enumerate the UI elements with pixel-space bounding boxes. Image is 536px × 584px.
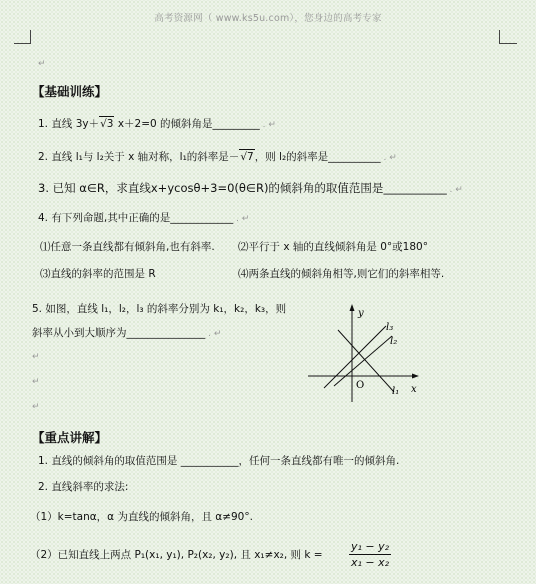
q3-blank: ___________: [383, 181, 447, 195]
q4-option-4: ⑷两条直线的倾斜角相等,则它们的斜率相等.: [238, 268, 445, 280]
q4-option-2: ⑵平行于 x 轴的直线倾斜角是 0°或180°: [238, 241, 428, 253]
paragraph-mark: ↵: [32, 402, 40, 412]
key-point-4: （2）已知直线上两点 P₁(x₁, y₁), P₂(x₂, y₂), 且 x₁≠x₂, 则 k =: [30, 549, 323, 561]
q5-blank: _______________: [126, 327, 206, 339]
line-l3: [324, 326, 386, 388]
question-2: 2. 直线 l₁与 l₂关于 x 轴对称，l₁的斜率是－√7，则 l₂的斜率是__________ . ↵: [38, 151, 397, 163]
paragraph-mark: ↵: [32, 352, 40, 362]
sqrt-7: √7: [240, 151, 254, 163]
key-point-2: 2. 直线斜率的求法:: [38, 481, 129, 493]
line-l2: [334, 336, 392, 386]
crop-mark-right-h: [499, 43, 517, 44]
question-1: 1. 直线 3y＋√3 x＋2=0 的倾斜角是_________ . ↵: [38, 118, 276, 130]
line-l1: [338, 330, 394, 392]
x-axis-label: x: [411, 384, 417, 395]
y-axis-label: y: [358, 308, 364, 319]
question-5-line-1: 5. 如图，直线 l₁，l₂，l₃ 的斜率分别为 k₁，k₂，k₃，则: [32, 303, 287, 315]
section-basic-training: 【基础训练】: [32, 84, 108, 99]
q4-stem: 4. 有下列命题,其中正确的是: [38, 212, 171, 224]
y-axis-arrow: [350, 304, 355, 311]
label-l2: l₂: [390, 336, 398, 347]
q3-text: 3. 已知 α∈R，求直线x+ycosθ+3=0(θ∈R)的倾斜角的取值范围是: [38, 181, 384, 195]
label-l1: l₁: [392, 386, 400, 397]
q2-blank: __________: [328, 151, 381, 163]
question-5-line-2: 斜率从小到大顺序为_______________ . ↵: [32, 327, 222, 339]
key-point-3: （1）k=tanα，α 为直线的倾斜角，且 α≠90°.: [30, 511, 253, 523]
q1-prefix: 1. 直线 3y＋: [38, 118, 100, 130]
crop-mark-right: [499, 30, 500, 44]
label-l3: l₃: [386, 322, 394, 333]
q4-option-1: ⑴任意一条直线都有倾斜角,也有斜率.: [40, 241, 215, 253]
crop-mark-left-h: [14, 43, 31, 44]
slope-fraction: [349, 539, 391, 570]
question-3: 3. 已知 α∈R，求直线x+ycosθ+3=0(θ∈R)的倾斜角的取值范围是___________ . ↵: [38, 181, 463, 195]
q5-line2-text: 斜率从小到大顺序为: [32, 327, 127, 339]
question-4: 4. 有下列命题,其中正确的是____________ . ↵: [38, 212, 250, 224]
paragraph-mark: ↵: [38, 59, 46, 69]
coordinate-figure: [300, 300, 450, 410]
paragraph-mark: ↵: [32, 377, 40, 387]
page-header: 高考资源网（ www.ks5u.com），您身边的高考专家: [154, 13, 382, 24]
fraction-denominator: x₁ − x₂: [350, 556, 390, 569]
section-key-points: 【重点讲解】: [32, 430, 108, 445]
crop-mark-left: [30, 30, 31, 44]
q1-suffix: x＋2=0 的倾斜角是: [114, 118, 213, 130]
q1-blank: _________: [212, 118, 260, 130]
q4-option-3: ⑶直线的斜率的范围是 R: [40, 268, 156, 280]
fraction-numerator: y₁ − y₂: [350, 540, 390, 553]
q2-text-b: ，则 l₂的斜率是: [254, 151, 329, 163]
origin-label: O: [356, 380, 365, 391]
key-point-1: 1. 直线的倾斜角的取值范围是 ___________，任何一条直线都有唯一的倾斜角.: [38, 455, 400, 467]
sqrt-3: √3: [100, 118, 114, 130]
x-axis-arrow: [412, 374, 419, 379]
q2-text-a: 2. 直线 l₁与 l₂关于 x 轴对称，l₁的斜率是－: [38, 151, 240, 163]
q4-blank: ____________: [170, 212, 234, 224]
